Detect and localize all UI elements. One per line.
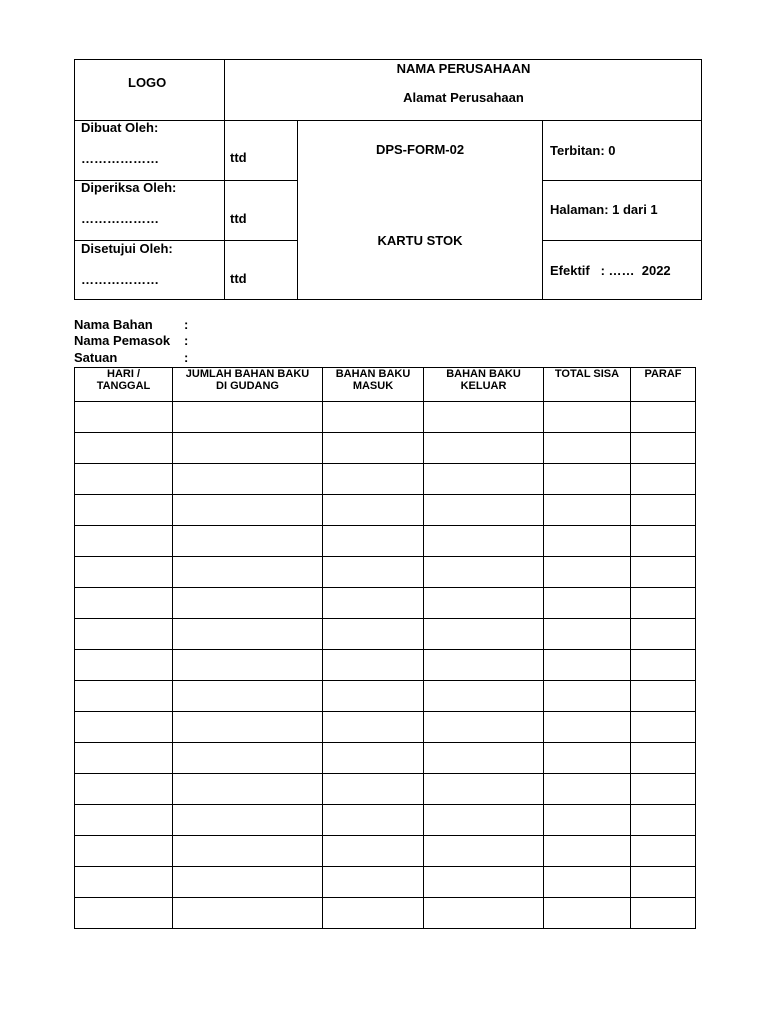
table-cell[interactable] [75, 867, 173, 898]
table-cell[interactable] [173, 805, 323, 836]
page-number: Halaman: 1 dari 1 [550, 202, 658, 217]
table-row [75, 650, 696, 681]
table-cell[interactable] [75, 402, 173, 433]
table-cell[interactable] [544, 712, 631, 743]
table-cell[interactable] [631, 712, 696, 743]
table-row [75, 495, 696, 526]
table-cell[interactable] [424, 588, 544, 619]
table-cell[interactable] [631, 774, 696, 805]
unit-row [74, 350, 188, 366]
table-cell[interactable] [424, 774, 544, 805]
issue-number: Terbitan: 0 [550, 143, 616, 158]
material-name-label: Nama Bahan [74, 317, 153, 332]
approved-by-label: Disetujui Oleh: [81, 241, 173, 256]
column-header-warehouse-qty: JUMLAH BAHAN BAKU DI GUDANG [173, 368, 323, 402]
unit-label: Satuan [74, 350, 118, 365]
column-header-total-remaining: TOTAL SISA [544, 368, 631, 402]
table-cell[interactable] [323, 836, 424, 867]
table-header-row [75, 368, 696, 402]
header-divider [542, 120, 543, 300]
table-cell[interactable] [631, 464, 696, 495]
table-cell[interactable] [631, 526, 696, 557]
checked-by-label: Diperiksa Oleh: [81, 180, 177, 195]
table-row [75, 588, 696, 619]
table-row [75, 464, 696, 495]
table-cell[interactable] [424, 495, 544, 526]
material-name-row [74, 317, 188, 333]
table-row [75, 557, 696, 588]
table-row [75, 774, 696, 805]
table-cell[interactable] [173, 464, 323, 495]
table-cell[interactable] [173, 650, 323, 681]
made-by-signature-line: ……………… [81, 151, 159, 166]
table-cell[interactable] [323, 495, 424, 526]
table-cell[interactable] [544, 495, 631, 526]
column-header-outgoing: BAHAN BAKU KELUAR [424, 368, 544, 402]
table-cell[interactable] [631, 402, 696, 433]
table-cell[interactable] [173, 867, 323, 898]
table-cell[interactable] [173, 681, 323, 712]
supplier-label: Nama Pemasok [74, 333, 171, 348]
table-cell[interactable] [75, 650, 173, 681]
table-row [75, 836, 696, 867]
table-cell[interactable] [424, 650, 544, 681]
table-cell[interactable] [173, 836, 323, 867]
table-cell[interactable] [75, 898, 173, 929]
table-cell[interactable] [544, 681, 631, 712]
table-cell[interactable] [75, 681, 173, 712]
table-cell[interactable] [544, 743, 631, 774]
header-divider [542, 180, 702, 181]
table-cell[interactable] [631, 588, 696, 619]
column-header-incoming: BAHAN BAKU MASUK [323, 368, 424, 402]
table-cell[interactable] [75, 619, 173, 650]
table-row [75, 805, 696, 836]
table-cell[interactable] [173, 588, 323, 619]
colon: : [184, 317, 189, 332]
effective-date: Efektif : …… 2022 [550, 263, 671, 278]
table-cell[interactable] [173, 743, 323, 774]
table-cell[interactable] [75, 495, 173, 526]
table-cell[interactable] [424, 557, 544, 588]
form-header [74, 59, 702, 300]
made-by-ttd: ttd [230, 150, 247, 165]
table-cell[interactable] [323, 526, 424, 557]
table-row [75, 619, 696, 650]
table-row [75, 712, 696, 743]
table-cell[interactable] [323, 681, 424, 712]
table-cell[interactable] [75, 805, 173, 836]
checked-by-ttd: ttd [230, 211, 247, 226]
table-cell[interactable] [75, 526, 173, 557]
table-cell[interactable] [424, 619, 544, 650]
table-cell[interactable] [631, 495, 696, 526]
table-cell[interactable] [631, 650, 696, 681]
table-cell[interactable] [544, 898, 631, 929]
table-body [75, 402, 696, 929]
table-cell[interactable] [631, 836, 696, 867]
table-cell[interactable] [544, 557, 631, 588]
table-cell[interactable] [75, 836, 173, 867]
table-cell[interactable] [631, 619, 696, 650]
table-cell[interactable] [323, 557, 424, 588]
table-row [75, 743, 696, 774]
table-row [75, 867, 696, 898]
table-cell[interactable] [424, 805, 544, 836]
table-cell[interactable] [424, 526, 544, 557]
table-row [75, 681, 696, 712]
header-divider [74, 120, 702, 121]
table-cell[interactable] [75, 433, 173, 464]
table-cell[interactable] [631, 805, 696, 836]
company-name: NAMA PERUSAHAAN [396, 61, 531, 76]
table-cell[interactable] [323, 743, 424, 774]
table-cell[interactable] [323, 650, 424, 681]
table-cell[interactable] [323, 867, 424, 898]
table-cell[interactable] [173, 526, 323, 557]
checked-by-signature-line: ……………… [81, 211, 159, 226]
approved-by-ttd: ttd [230, 271, 247, 286]
table-cell[interactable] [75, 774, 173, 805]
table-cell[interactable] [544, 402, 631, 433]
table-cell[interactable] [323, 898, 424, 929]
column-header-initials: PARAF [631, 368, 696, 402]
approved-by-signature-line: ……………… [81, 272, 159, 287]
table-cell[interactable] [631, 898, 696, 929]
table-row [75, 898, 696, 929]
table-cell[interactable] [424, 836, 544, 867]
table-cell[interactable] [631, 743, 696, 774]
table-cell[interactable] [424, 402, 544, 433]
table-cell[interactable] [424, 464, 544, 495]
table-cell[interactable] [544, 526, 631, 557]
stock-card-table [74, 367, 696, 929]
table-cell[interactable] [631, 867, 696, 898]
table-cell[interactable] [173, 557, 323, 588]
table-cell[interactable] [631, 433, 696, 464]
table-cell[interactable] [173, 774, 323, 805]
table-cell[interactable] [323, 619, 424, 650]
table-cell[interactable] [424, 681, 544, 712]
table-cell[interactable] [544, 588, 631, 619]
table-cell[interactable] [323, 588, 424, 619]
table-cell[interactable] [544, 774, 631, 805]
column-header-date: HARI / TANGGAL [75, 368, 173, 402]
table-cell[interactable] [323, 433, 424, 464]
table-cell[interactable] [173, 619, 323, 650]
table-cell[interactable] [323, 464, 424, 495]
table-cell[interactable] [424, 898, 544, 929]
table-cell[interactable] [544, 805, 631, 836]
table-cell[interactable] [424, 712, 544, 743]
table-cell[interactable] [424, 743, 544, 774]
table-cell[interactable] [544, 836, 631, 867]
table-cell[interactable] [75, 588, 173, 619]
table-cell[interactable] [75, 464, 173, 495]
form-title: KARTU STOK [377, 233, 463, 248]
table-cell[interactable] [631, 681, 696, 712]
table-cell[interactable] [323, 402, 424, 433]
table-cell[interactable] [75, 743, 173, 774]
table-cell[interactable] [323, 712, 424, 743]
table-cell[interactable] [173, 712, 323, 743]
table-cell[interactable] [75, 712, 173, 743]
table-cell[interactable] [323, 805, 424, 836]
table-cell[interactable] [544, 650, 631, 681]
colon: : [184, 333, 189, 348]
logo-placeholder: LOGO [128, 75, 167, 90]
table-cell[interactable] [173, 433, 323, 464]
header-divider [542, 240, 702, 241]
table-cell[interactable] [323, 774, 424, 805]
table-cell[interactable] [173, 495, 323, 526]
table-row [75, 402, 696, 433]
table-cell[interactable] [173, 402, 323, 433]
table-cell[interactable] [544, 433, 631, 464]
table-row [75, 433, 696, 464]
colon: : [184, 350, 189, 365]
company-address: Alamat Perusahaan [403, 90, 524, 105]
table-cell[interactable] [544, 619, 631, 650]
table-cell[interactable] [424, 433, 544, 464]
table-cell[interactable] [75, 557, 173, 588]
form-code: DPS-FORM-02 [375, 142, 465, 157]
table-cell[interactable] [173, 898, 323, 929]
supplier-row [74, 333, 188, 349]
table-cell[interactable] [631, 557, 696, 588]
table-row [75, 526, 696, 557]
table-cell[interactable] [544, 464, 631, 495]
table-cell[interactable] [424, 867, 544, 898]
table-cell[interactable] [544, 867, 631, 898]
made-by-label: Dibuat Oleh: [81, 120, 159, 135]
